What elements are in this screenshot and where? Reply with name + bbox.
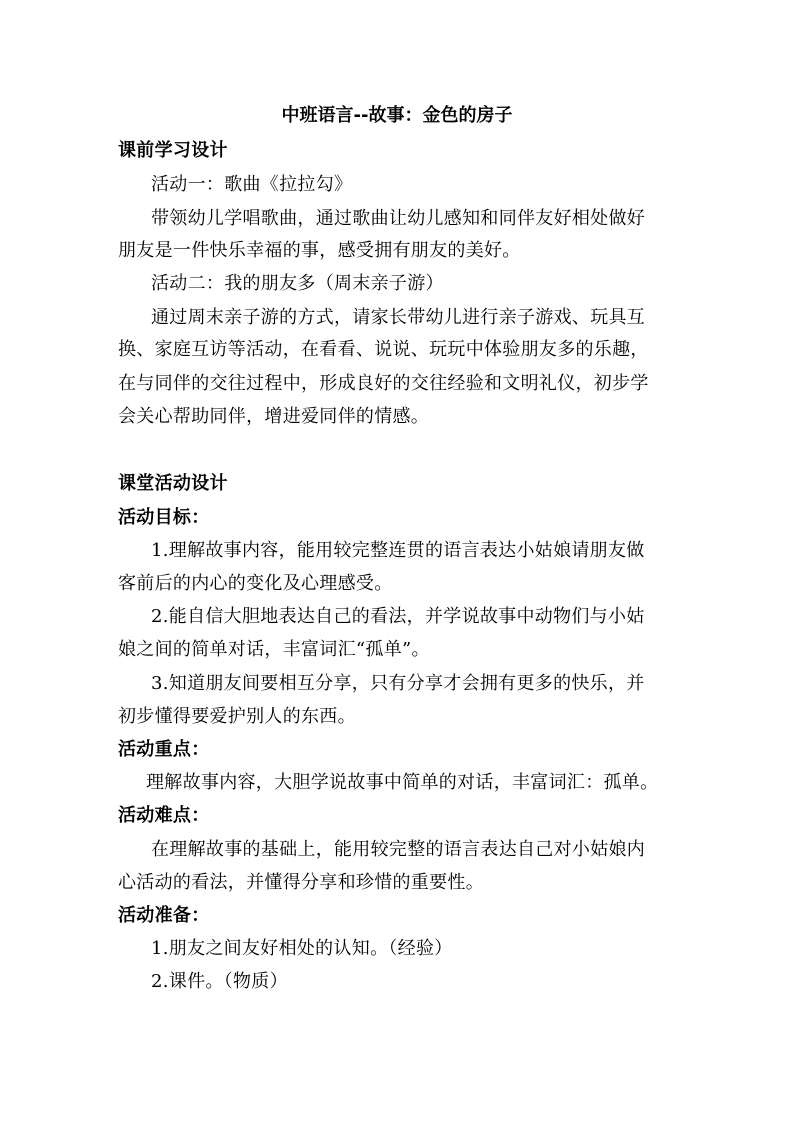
section-heading-in-class: 课堂活动设计	[118, 473, 228, 494]
goal-line: 3.知道朋友间要相互分享，只有分享才会拥有更多的快乐，并	[151, 673, 645, 694]
section-heading-pre-class: 课前学习设计	[118, 140, 228, 161]
difficulty-line: 在理解故事的基础上，能用较完整的语言表达自己对小姑娘内	[151, 839, 646, 860]
activity2-paragraph-line: 通过周末亲子游的方式，请家长带幼儿进行亲子游戏、玩具互	[151, 307, 646, 328]
activity1-paragraph-line: 带领幼儿学唱歌曲，通过歌曲让幼儿感知和同伴友好相处做好	[151, 208, 646, 229]
preparation-item: 1.朋友之间友好相处的认知。（经验）	[151, 938, 453, 959]
goal-line: 初步懂得要爱护别人的东西。	[118, 706, 356, 727]
page-title: 中班语言--故事：金色的房子	[281, 105, 513, 126]
key-point-heading: 活动重点：	[118, 739, 210, 760]
goal-line: 客前后的内心的变化及心理感受。	[118, 573, 393, 594]
key-point-line: 理解故事内容，大胆学说故事中简单的对话，丰富词汇：孤单。	[146, 772, 659, 793]
activity1-paragraph-line: 朋友是一件快乐幸福的事，感受拥有朋友的美好。	[118, 240, 521, 261]
difficulty-heading: 活动难点：	[118, 805, 210, 826]
activity2-paragraph-line: 换、家庭互访等活动，在看看、说说、玩玩中体验朋友多的乐趣，	[118, 339, 649, 360]
difficulty-line: 心活动的看法，并懂得分享和珍惜的重要性。	[118, 872, 484, 893]
goal-line: 2.能自信大胆地表达自己的看法，并学说故事中动物们与小姑	[151, 606, 645, 627]
activity2-paragraph-line: 在与同伴的交往过程中，形成良好的交往经验和文明礼仪，初步学	[118, 373, 649, 394]
preparation-heading: 活动准备：	[118, 905, 210, 926]
goal-line: 1.理解故事内容，能用较完整连贯的语言表达小姑娘请朋友做	[151, 540, 645, 561]
activity2-title: 活动二：我的朋友多（周末亲子游）	[151, 273, 444, 294]
activity2-paragraph-line: 会关心帮助同伴，增进爱同伴的情感。	[118, 406, 430, 427]
activity1-title: 活动一：歌曲《拉拉勾》	[151, 174, 353, 195]
preparation-item: 2.课件。（物质）	[151, 971, 288, 992]
goals-heading: 活动目标：	[118, 507, 210, 528]
goal-line: 娘之间的简单对话，丰富词汇“孤单”。	[118, 639, 430, 660]
